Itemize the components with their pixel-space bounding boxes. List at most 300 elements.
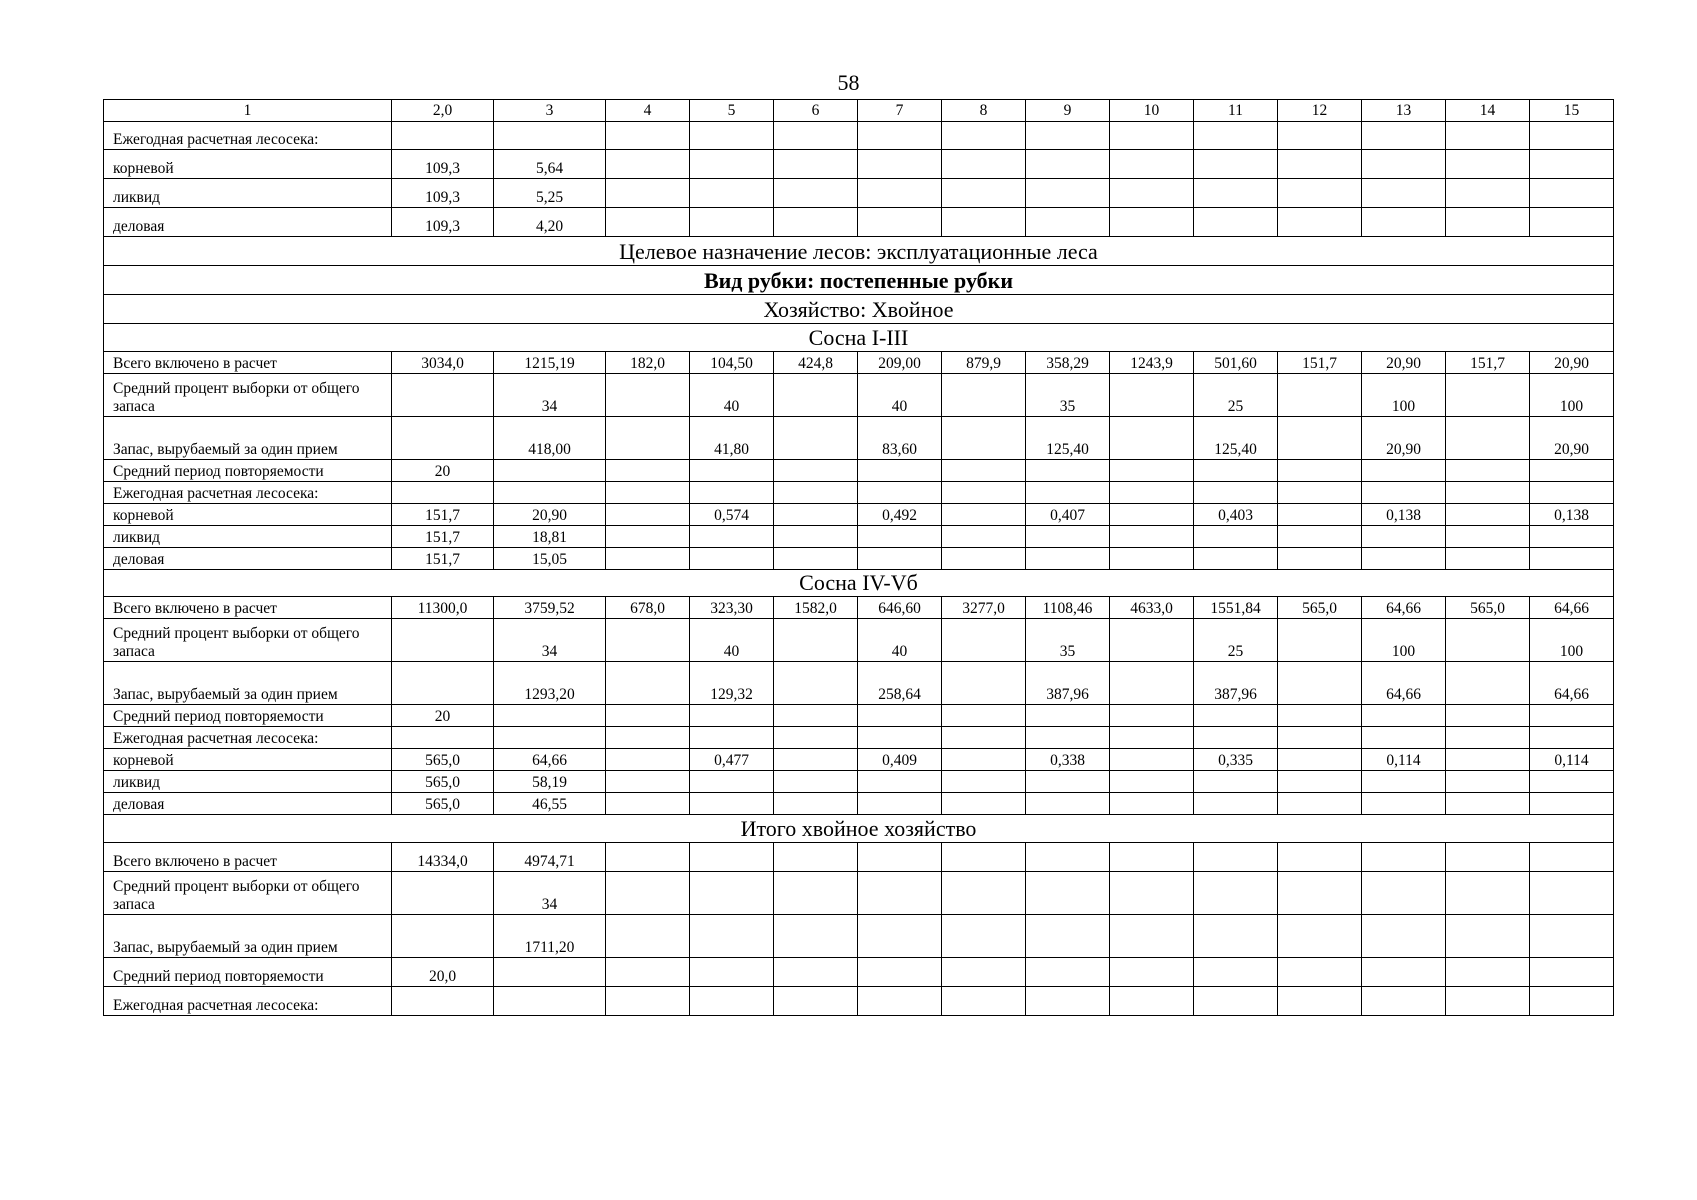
row-label: Всего включено в расчет [104, 843, 392, 872]
value-cell: 3759,52 [494, 597, 606, 619]
value-cell [942, 843, 1026, 872]
column-number-3: 3 [494, 100, 606, 122]
row-label: Ежегодная расчетная лесосека: [104, 122, 392, 150]
value-cell [1446, 374, 1530, 417]
row-label: Средний период повторяемости [104, 958, 392, 987]
value-cell [1278, 727, 1362, 749]
value-cell [942, 208, 1026, 237]
value-cell: 565,0 [1278, 597, 1362, 619]
value-cell [1446, 958, 1530, 987]
value-cell [774, 179, 858, 208]
value-cell: 64,66 [1362, 597, 1446, 619]
value-cell [1194, 843, 1278, 872]
row-label: ликвид [104, 526, 392, 548]
value-cell [1110, 705, 1194, 727]
table-row [104, 482, 1614, 504]
table-row [104, 771, 1614, 793]
value-cell [942, 727, 1026, 749]
value-cell [1446, 987, 1530, 1016]
value-cell: 358,29 [1026, 352, 1110, 374]
value-cell [942, 460, 1026, 482]
value-cell: 20 [392, 705, 494, 727]
value-cell: 83,60 [858, 417, 942, 460]
value-cell: 100 [1362, 374, 1446, 417]
value-cell [1278, 915, 1362, 958]
row-label: Запас, вырубаемый за один прием [104, 915, 392, 958]
value-cell [1194, 958, 1278, 987]
value-cell [690, 872, 774, 915]
value-cell [392, 374, 494, 417]
value-cell [1362, 843, 1446, 872]
value-cell: 4633,0 [1110, 597, 1194, 619]
value-cell [392, 482, 494, 504]
value-cell: 40 [690, 374, 774, 417]
value-cell [1110, 482, 1194, 504]
row-label: Запас, вырубаемый за один прием [104, 417, 392, 460]
value-cell [1530, 548, 1614, 570]
value-cell [606, 179, 690, 208]
value-cell [1446, 122, 1530, 150]
value-cell: 1108,46 [1026, 597, 1110, 619]
value-cell [1362, 460, 1446, 482]
table-row [104, 352, 1614, 374]
value-cell [1362, 872, 1446, 915]
value-cell [690, 482, 774, 504]
value-cell [606, 958, 690, 987]
value-cell: 0,492 [858, 504, 942, 526]
value-cell: 0,114 [1530, 749, 1614, 771]
value-cell: 0,407 [1026, 504, 1110, 526]
value-cell [1026, 872, 1110, 915]
value-cell [690, 727, 774, 749]
table-row [104, 793, 1614, 815]
value-cell [1110, 958, 1194, 987]
row-label: корневой [104, 150, 392, 179]
value-cell: 41,80 [690, 417, 774, 460]
value-cell [606, 662, 690, 705]
table-row [104, 504, 1614, 526]
row-label: Средний период повторяемости [104, 460, 392, 482]
value-cell [942, 122, 1026, 150]
row-label: корневой [104, 749, 392, 771]
value-cell [774, 771, 858, 793]
value-cell [1278, 482, 1362, 504]
section-heading-row [104, 237, 1614, 266]
value-cell: 14334,0 [392, 843, 494, 872]
value-cell [494, 987, 606, 1016]
value-cell [1026, 179, 1110, 208]
value-cell: 20,90 [1530, 417, 1614, 460]
value-cell: 501,60 [1194, 352, 1278, 374]
value-cell [690, 460, 774, 482]
value-cell [942, 958, 1026, 987]
table-row [104, 122, 1614, 150]
value-cell: 125,40 [1026, 417, 1110, 460]
value-cell [1194, 208, 1278, 237]
value-cell [774, 749, 858, 771]
row-label: Средний период повторяемости [104, 705, 392, 727]
value-cell [942, 374, 1026, 417]
value-cell [1446, 749, 1530, 771]
value-cell [858, 208, 942, 237]
value-cell [1278, 843, 1362, 872]
value-cell: 129,32 [690, 662, 774, 705]
value-cell [1362, 179, 1446, 208]
value-cell: 0,138 [1362, 504, 1446, 526]
value-cell [1530, 771, 1614, 793]
value-cell [1446, 179, 1530, 208]
value-cell: 4,20 [494, 208, 606, 237]
value-cell [1446, 526, 1530, 548]
value-cell [774, 208, 858, 237]
value-cell [1110, 504, 1194, 526]
value-cell [1530, 460, 1614, 482]
value-cell [858, 482, 942, 504]
value-cell: 0,409 [858, 749, 942, 771]
value-cell: 182,0 [606, 352, 690, 374]
row-label: Средний процент выборки от общего запаса [104, 872, 392, 915]
value-cell: 0,403 [1194, 504, 1278, 526]
value-cell: 879,9 [942, 352, 1026, 374]
value-cell [1194, 460, 1278, 482]
value-cell: 25 [1194, 374, 1278, 417]
value-cell [606, 749, 690, 771]
table-row [104, 417, 1614, 460]
column-number-10: 10 [1110, 100, 1194, 122]
value-cell: 646,60 [858, 597, 942, 619]
value-cell [1362, 526, 1446, 548]
value-cell: 40 [858, 619, 942, 662]
value-cell [774, 727, 858, 749]
table-row [104, 374, 1614, 417]
table-row [104, 915, 1614, 958]
allowable-cut-table [103, 99, 1614, 1016]
value-cell: 58,19 [494, 771, 606, 793]
value-cell [1278, 526, 1362, 548]
value-cell: 565,0 [392, 749, 494, 771]
value-cell [774, 619, 858, 662]
value-cell: 5,25 [494, 179, 606, 208]
value-cell [774, 548, 858, 570]
value-cell [690, 548, 774, 570]
value-cell [494, 122, 606, 150]
row-label: деловая [104, 548, 392, 570]
value-cell [494, 958, 606, 987]
value-cell [942, 504, 1026, 526]
value-cell [1110, 749, 1194, 771]
value-cell [1194, 482, 1278, 504]
value-cell [690, 793, 774, 815]
table-row [104, 705, 1614, 727]
value-cell [858, 771, 942, 793]
value-cell: 0,338 [1026, 749, 1110, 771]
value-cell: 151,7 [392, 504, 494, 526]
table-row [104, 150, 1614, 179]
value-cell [1278, 662, 1362, 705]
value-cell: 0,138 [1530, 504, 1614, 526]
value-cell [392, 662, 494, 705]
value-cell: 109,3 [392, 150, 494, 179]
table-row [104, 749, 1614, 771]
value-cell [1530, 482, 1614, 504]
value-cell [774, 662, 858, 705]
value-cell: 34 [494, 619, 606, 662]
value-cell: 20,90 [1362, 417, 1446, 460]
value-cell: 0,335 [1194, 749, 1278, 771]
row-label: Ежегодная расчетная лесосека: [104, 482, 392, 504]
value-cell [606, 526, 690, 548]
value-cell [1110, 619, 1194, 662]
value-cell: 64,66 [494, 749, 606, 771]
value-cell [606, 987, 690, 1016]
value-cell [858, 548, 942, 570]
value-cell [1446, 872, 1530, 915]
value-cell [1446, 771, 1530, 793]
value-cell [1278, 771, 1362, 793]
value-cell [1110, 987, 1194, 1016]
value-cell [774, 417, 858, 460]
value-cell [690, 705, 774, 727]
value-cell [1362, 150, 1446, 179]
value-cell [606, 548, 690, 570]
value-cell: 565,0 [1446, 597, 1530, 619]
value-cell [606, 872, 690, 915]
value-cell [1194, 987, 1278, 1016]
table-row [104, 619, 1614, 662]
value-cell [1110, 374, 1194, 417]
value-cell: 35 [1026, 619, 1110, 662]
column-number-2: 2,0 [392, 100, 494, 122]
row-label: деловая [104, 208, 392, 237]
value-cell: 323,30 [690, 597, 774, 619]
value-cell: 0,477 [690, 749, 774, 771]
value-cell [942, 987, 1026, 1016]
value-cell: 1711,20 [494, 915, 606, 958]
section-heading: Итого хвойное хозяйство [104, 815, 1614, 843]
table-row [104, 460, 1614, 482]
value-cell [1194, 872, 1278, 915]
value-cell [1446, 504, 1530, 526]
value-cell [1530, 150, 1614, 179]
table-row [104, 548, 1614, 570]
row-label: Средний процент выборки от общего запаса [104, 619, 392, 662]
column-number-8: 8 [942, 100, 1026, 122]
value-cell [1194, 548, 1278, 570]
value-cell [942, 771, 1026, 793]
value-cell [1026, 793, 1110, 815]
value-cell [1446, 150, 1530, 179]
section-heading: Целевое назначение лесов: эксплуатационные леса [104, 237, 1614, 266]
value-cell [690, 915, 774, 958]
value-cell [942, 619, 1026, 662]
value-cell [1194, 793, 1278, 815]
value-cell [858, 179, 942, 208]
value-cell [690, 122, 774, 150]
value-cell: 34 [494, 872, 606, 915]
column-number-row [104, 100, 1614, 122]
value-cell [1278, 150, 1362, 179]
value-cell: 11300,0 [392, 597, 494, 619]
value-cell: 40 [858, 374, 942, 417]
value-cell [1446, 417, 1530, 460]
section-heading-row [104, 815, 1614, 843]
table-row [104, 597, 1614, 619]
value-cell: 1215,19 [494, 352, 606, 374]
value-cell [1446, 727, 1530, 749]
value-cell: 3034,0 [392, 352, 494, 374]
value-cell: 565,0 [392, 771, 494, 793]
value-cell: 125,40 [1194, 417, 1278, 460]
value-cell [1446, 482, 1530, 504]
table-row [104, 662, 1614, 705]
value-cell [858, 915, 942, 958]
value-cell [774, 526, 858, 548]
value-cell [392, 987, 494, 1016]
column-number-9: 9 [1026, 100, 1110, 122]
value-cell [1278, 872, 1362, 915]
value-cell [1278, 619, 1362, 662]
value-cell: 3277,0 [942, 597, 1026, 619]
column-number-12: 12 [1278, 100, 1362, 122]
value-cell: 258,64 [858, 662, 942, 705]
value-cell [392, 122, 494, 150]
column-number-14: 14 [1446, 100, 1530, 122]
value-cell [494, 482, 606, 504]
value-cell [392, 727, 494, 749]
value-cell [774, 843, 858, 872]
value-cell [858, 150, 942, 179]
value-cell [1530, 727, 1614, 749]
section-heading: Вид рубки: постепенные рубки [104, 266, 1614, 295]
row-label: Средний процент выборки от общего запаса [104, 374, 392, 417]
value-cell [858, 705, 942, 727]
value-cell [942, 662, 1026, 705]
value-cell [858, 987, 942, 1016]
value-cell [606, 482, 690, 504]
value-cell [1278, 793, 1362, 815]
value-cell [606, 771, 690, 793]
value-cell [1530, 705, 1614, 727]
value-cell [942, 526, 1026, 548]
column-number-7: 7 [858, 100, 942, 122]
value-cell: 4974,71 [494, 843, 606, 872]
value-cell [494, 705, 606, 727]
value-cell [1278, 987, 1362, 1016]
row-label: Запас, вырубаемый за один прием [104, 662, 392, 705]
value-cell [690, 958, 774, 987]
value-cell [858, 958, 942, 987]
row-label: деловая [104, 793, 392, 815]
value-cell [1446, 662, 1530, 705]
column-number-1: 1 [104, 100, 392, 122]
value-cell [1362, 548, 1446, 570]
value-cell [606, 705, 690, 727]
row-label: Ежегодная расчетная лесосека: [104, 987, 392, 1016]
value-cell [1026, 548, 1110, 570]
value-cell [1026, 771, 1110, 793]
row-label: Всего включено в расчет [104, 597, 392, 619]
value-cell [942, 482, 1026, 504]
value-cell [1278, 749, 1362, 771]
value-cell [942, 417, 1026, 460]
value-cell [774, 482, 858, 504]
value-cell: 1551,84 [1194, 597, 1278, 619]
value-cell [606, 150, 690, 179]
value-cell [1110, 771, 1194, 793]
value-cell: 424,8 [774, 352, 858, 374]
section-heading-row [104, 324, 1614, 352]
value-cell [392, 872, 494, 915]
value-cell [1026, 122, 1110, 150]
value-cell: 64,66 [1530, 597, 1614, 619]
value-cell [606, 843, 690, 872]
value-cell [1362, 915, 1446, 958]
value-cell [1530, 987, 1614, 1016]
section-heading-row [104, 295, 1614, 324]
value-cell [774, 122, 858, 150]
value-cell: 64,66 [1362, 662, 1446, 705]
value-cell: 20 [392, 460, 494, 482]
column-number-11: 11 [1194, 100, 1278, 122]
value-cell [606, 122, 690, 150]
value-cell [942, 915, 1026, 958]
value-cell [858, 843, 942, 872]
value-cell [606, 504, 690, 526]
column-number-13: 13 [1362, 100, 1446, 122]
value-cell [690, 843, 774, 872]
value-cell [1110, 208, 1194, 237]
value-cell: 100 [1530, 374, 1614, 417]
value-cell [1026, 208, 1110, 237]
value-cell [774, 793, 858, 815]
table-row [104, 526, 1614, 548]
value-cell [1278, 460, 1362, 482]
value-cell [606, 417, 690, 460]
value-cell [774, 504, 858, 526]
value-cell [1362, 771, 1446, 793]
value-cell: 15,05 [494, 548, 606, 570]
section-heading: Сосна I-III [104, 324, 1614, 352]
value-cell [1026, 705, 1110, 727]
value-cell [942, 150, 1026, 179]
value-cell [1446, 460, 1530, 482]
section-heading-row [104, 266, 1614, 295]
column-number-6: 6 [774, 100, 858, 122]
value-cell [1110, 843, 1194, 872]
value-cell [1194, 526, 1278, 548]
value-cell [774, 915, 858, 958]
value-cell [606, 374, 690, 417]
value-cell [494, 460, 606, 482]
value-cell [1362, 482, 1446, 504]
value-cell: 678,0 [606, 597, 690, 619]
value-cell: 64,66 [1530, 662, 1614, 705]
value-cell [774, 150, 858, 179]
value-cell: 20,90 [1530, 352, 1614, 374]
value-cell [1194, 150, 1278, 179]
value-cell [1194, 915, 1278, 958]
page-number: 58 [837, 70, 860, 95]
value-cell [1026, 482, 1110, 504]
value-cell [774, 705, 858, 727]
value-cell: 18,81 [494, 526, 606, 548]
value-cell [1194, 727, 1278, 749]
value-cell [774, 958, 858, 987]
value-cell [1362, 208, 1446, 237]
value-cell [1026, 460, 1110, 482]
value-cell [606, 619, 690, 662]
value-cell [942, 705, 1026, 727]
